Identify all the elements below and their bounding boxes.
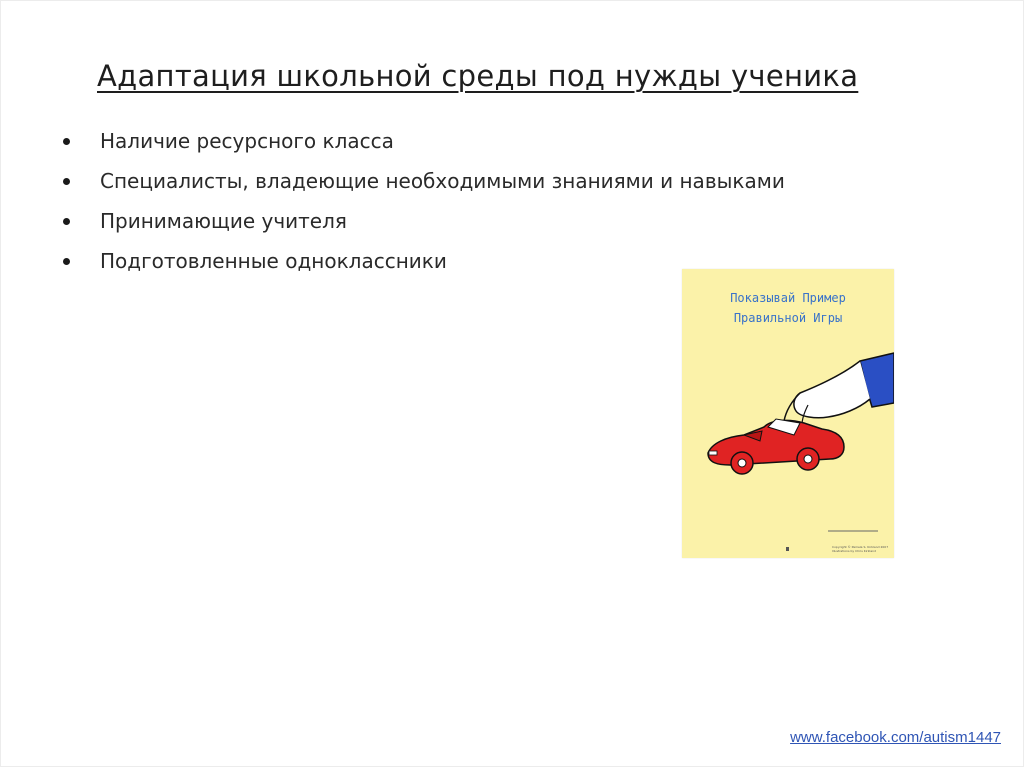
bullet-item [59, 121, 785, 161]
bullet-item [59, 161, 785, 201]
hand-icon [794, 361, 870, 418]
bullet-text: Принимающие учителя [100, 209, 347, 233]
card-title-line-2: Правильной Игры [733, 311, 843, 325]
bullet-text: Специалисты, владеющие необходимыми знаниями и навыками [100, 169, 785, 193]
slide-title: Адаптация школьной среды под нужды ученика [97, 59, 859, 93]
bullet-list [59, 121, 785, 281]
hand-pushing-car-illustration [682, 269, 894, 558]
bullet-item [59, 201, 785, 241]
bullet-text: Наличие ресурсного класса [100, 129, 394, 153]
bullet-icon [63, 258, 70, 265]
bullet-icon [63, 178, 70, 185]
bullet-text: Подготовленные одноклассники [100, 249, 447, 273]
card-title-line-1: Показывай Пример [730, 291, 846, 305]
copyright-note: Copyright © Pamela S. Kirkland 2007 Illustrations by Chris Kirkland [832, 545, 889, 553]
picture-card [682, 269, 894, 558]
bullet-item [59, 241, 785, 281]
footer-facebook-link[interactable]: www.facebook.com/autism1447 [790, 729, 1001, 746]
bullet-icon [63, 218, 70, 225]
bullet-icon [63, 138, 70, 145]
